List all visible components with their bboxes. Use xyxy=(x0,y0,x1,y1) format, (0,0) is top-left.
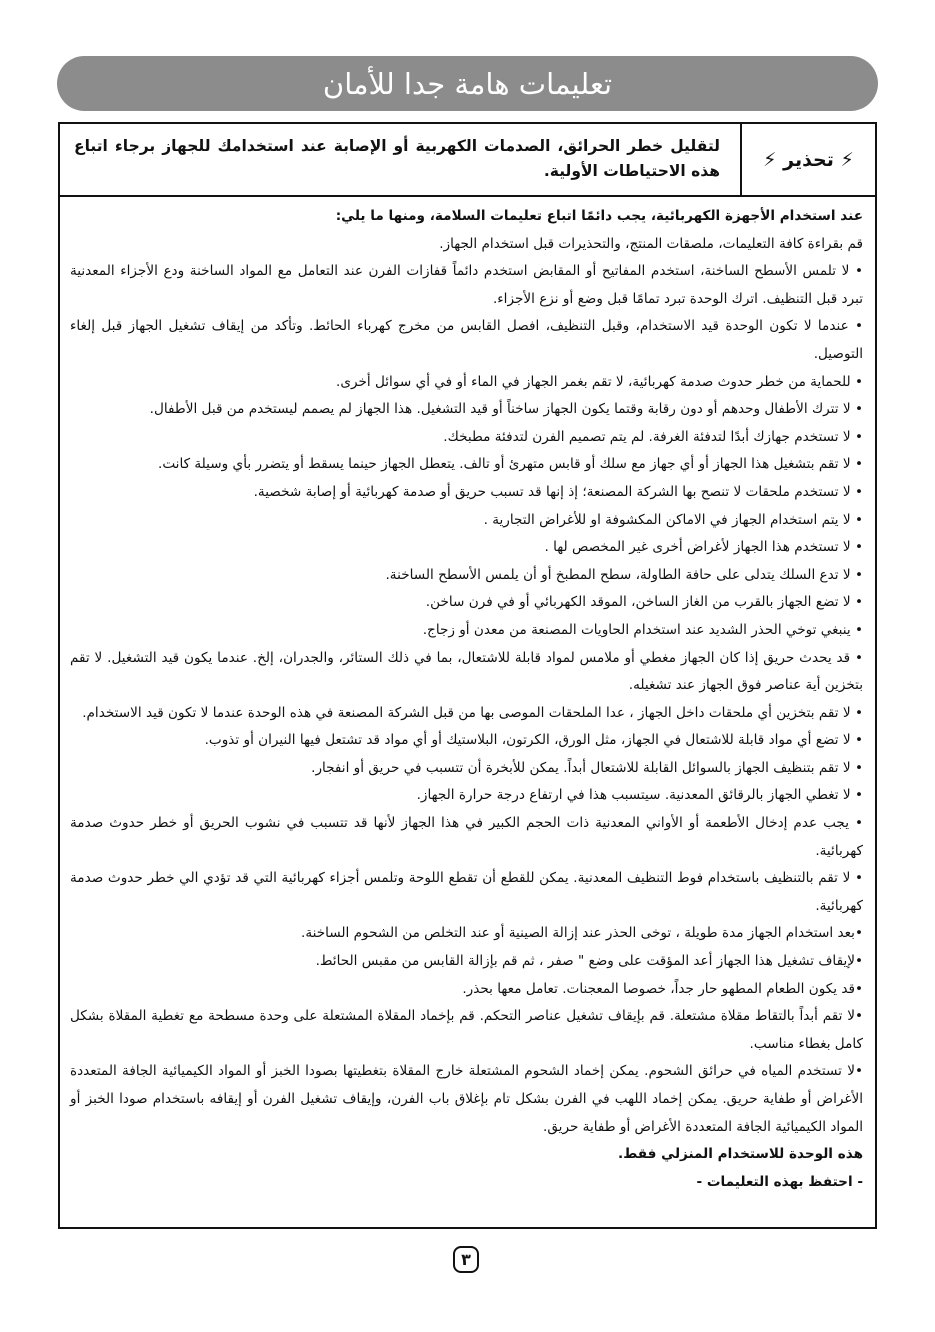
list-item: •قد يكون الطعام المطهو حار جداً، خصوصا المعجنات. تعامل معها بحذر. xyxy=(462,980,863,997)
list-item: • لا تقم بالتنظيف باستخدام فوط التنظيف المعدنية. يمكن للقطع أن تقطع اللوحة وتلمس أجزاء كهربائية التي قد تؤدي الي خطر حدوث صدمة كهربائية. xyxy=(70,870,863,914)
list-item: • لا تضع الجهاز بالقرب من الغاز الساخن، الموقد الكهربائي أو في فرن ساخن. xyxy=(425,594,863,611)
list-item: •لا تقم أبداً بالتقاط مقلاة مشتعلة. قم بإيقاف تشغيل عناصر التحكم. قم بإخماد المقلاة المشتعلة على وحدة مسطحة مع تغطية المقلاة بشكل كامل بغطاء مناسب. xyxy=(70,1008,863,1052)
page-title: تعليمات هامة جدا للأمان xyxy=(322,66,613,101)
list-item: • لا تدع السلك يتدلى على حافة الطاولة، سطح المطبخ أو أن يلمس الأسطح الساخنة. xyxy=(385,566,863,583)
list-item: • يجب عدم إدخال الأطعمة أو الأواني المعدنية ذات الحجم الكبير في هذا الجهاز لأنها قد تتسبب في نشوب الحريق أو خطر حدوث صدمة كهربائية. xyxy=(70,815,863,859)
list-item: • لا تقم بتخزين أي ملحقات داخل الجهاز ، عدا الملحقات الموصى بها من قبل الشركة المصنعة في هذه الوحدة عندما لا تكون قيد الاستخدام. xyxy=(82,704,863,721)
list-item: • لا تستخدم ملحقات لا تنصح بها الشركة المصنعة؛ إذ إنها قد تسبب حريق أو صدمة كهربائية أو إصابة شخصية. xyxy=(253,483,863,500)
page-number: ٣ xyxy=(453,1246,479,1273)
warning-header xyxy=(60,124,875,197)
household-note: هذه الوحدة للاستخدام المنزلي فقط. xyxy=(618,1146,863,1163)
list-item: • لا تقم بتشغيل هذا الجهاز أو أي جهاز مع سلك أو قابس متهرئ أو تالف. يتعطل الجهاز حينما يسقط أو يتضرر بأي وسيلة كانت. xyxy=(158,456,863,473)
warning-text: لتقليل خطر الحرائق، الصدمات الكهربية أو الإصابة عند استخدامك للجهاز برجاء اتباع هذه الاحتياطات الأولية. xyxy=(74,137,720,180)
list-item: •بعد استخدام الجهاز مدة طويلة ، توخى الحذر عند إزالة الصينية أو عند التخلص من الشحوم الساخنة. xyxy=(301,925,863,942)
intro-text: عند استخدام الأجهزة الكهربائية، يجب دائمًا اتباع تعليمات السلامة، ومنها ما يلي: xyxy=(335,208,863,224)
list-item: • قد يحدث حريق إذا كان الجهاز مغطي أو ملامس لمواد قابلة للاشتعال، بما في ذلك الستائر، والجدران، إلخ. عندما يكون قيد التشغيل. لا تقم بتخزين أية عناصر فوق الجهاز عند تشغيله. xyxy=(70,649,863,694)
title-banner xyxy=(57,56,878,111)
lightning-icon: ⚡ xyxy=(763,148,777,171)
list-item: •لإيقاف تشغيل هذا الجهاز أعد المؤقت على وضع " صفر ، ثم قم بإزالة القابس من مقبس الحائط. xyxy=(315,953,863,970)
list-item: • لا تضع أي مواد قابلة للاشتعال في الجهاز، مثل الورق، الكرتون، البلاستيك أو أي مواد قد تشتعل فيها النيران أو تذوب. xyxy=(204,732,863,749)
keep-instructions-note: - احتفظ بهذه التعليمات - xyxy=(696,1173,863,1190)
list-item: قم بقراءة كافة التعليمات، ملصقات المنتج، والتحذيرات قبل استخدام الجهاز. xyxy=(439,235,863,252)
list-item: • للحماية من خطر حدوث صدمة كهربائية، لا تقم بغمر الجهاز في الماء أو في أي سوائل أخرى. xyxy=(336,373,863,390)
list-item: • لا يتم استخدام الجهاز في الاماكن المكشوفة او للأغراض التجارية . xyxy=(483,511,863,528)
list-item: • لا تلمس الأسطح الساخنة، استخدم المفاتيح أو المقابض استخدم دائماً قفازات الفرن عند التعامل مع المواد الساخنة ودع الأجزاء المعدنية تبرد قبل التنظيف. اترك الوحدة تبرد تمامًا قبل وضع أو نزع الأجزاء. xyxy=(70,263,863,307)
list-item: • لا تقم بتنظيف الجهاز بالسوائل القابلة للاشتعال أبداً. يمكن للأبخرة أن تتسبب في حريق أو انفجار. xyxy=(311,759,863,776)
instructions-body xyxy=(60,197,875,1196)
list-item: • لا تستخدم جهازك أبدًا لتدفئة الغرفة. لم يتم تصميم الفرن لتدفئة مطبخك. xyxy=(443,428,863,445)
list-item: • ينبغي توخي الحذر الشديد عند استخدام الحاويات المصنعة من معدن أو زجاج. xyxy=(422,621,863,638)
list-item: • لا تترك الأطفال وحدهم أو دون رقابة وقتما يكون الجهاز ساخناً أو قيد التشغيل. هذا الجهاز لم يصمم ليستخدم من قبل الأطفال. xyxy=(149,401,863,418)
safety-box xyxy=(58,122,877,1229)
warning-label-cell xyxy=(740,124,875,195)
list-item: • لا تغطي الجهاز بالرقائق المعدنية. سيتسبب هذا في ارتفاع درجة حرارة الجهاز. xyxy=(416,787,863,804)
lightning-icon: ⚡ xyxy=(840,148,854,171)
warning-label: تحذير xyxy=(783,148,834,171)
list-item: • لا تستخدم هذا الجهاز لأغراض أخرى غير المخصص لها . xyxy=(544,539,863,556)
list-item: •لا تستخدم المياه في حرائق الشحوم. يمكن إخماد الشحوم المشتعلة خارج المقلاة بتغطيتها بصودا الخبز أو المواد الكيميائية الجافة المتعددة الأغراض أو طفاية حريق. يمكن إخماد اللهب في الفرن بشكل تام بإغلاق باب الفرن، وإيقاف تشغيل الفرن أو إيقافه باستخدام صودا الخبز أو المواد الكيميائية الجافة المتعددة الأغراض أو طفاية حريق. xyxy=(70,1063,863,1135)
list-item: • عندما لا تكون الوحدة قيد الاستخدام، وقبل التنظيف، افصل القابس من مخرج كهرباء الحائط. وتأكد من إيقاف تشغيل الجهاز قبل إلغاء التوصيل. xyxy=(70,318,863,362)
